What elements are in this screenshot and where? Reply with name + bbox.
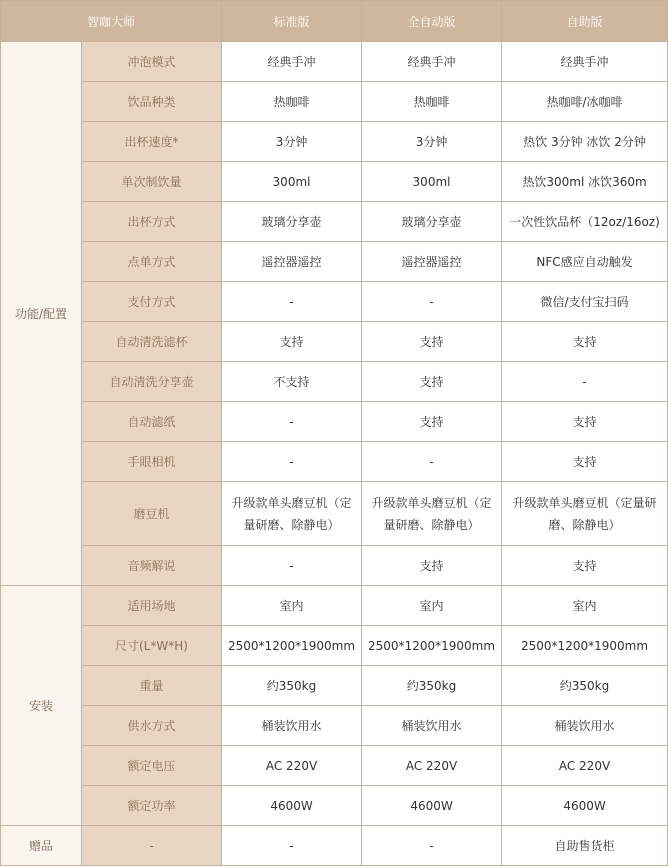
- feature-label: 出杯速度*: [82, 122, 222, 162]
- value-cell: 4600W: [222, 786, 362, 826]
- feature-label: 支付方式: [82, 282, 222, 322]
- value-cell: 3分钟: [362, 122, 502, 162]
- gift-value-cell: -: [222, 826, 362, 866]
- value-cell: 经典手冲: [362, 42, 502, 82]
- feature-label: 磨豆机: [82, 482, 222, 546]
- value-cell: 4600W: [502, 786, 668, 826]
- value-cell: -: [222, 546, 362, 586]
- value-cell: 升级款单头磨豆机（定量研磨、除静电）: [362, 482, 502, 546]
- value-cell: 经典手冲: [502, 42, 668, 82]
- value-cell: 热咖啡: [222, 82, 362, 122]
- value-cell: 约350kg: [502, 666, 668, 706]
- value-cell: -: [362, 282, 502, 322]
- value-cell: -: [222, 282, 362, 322]
- value-cell: -: [222, 442, 362, 482]
- header-self-service: 自助版: [502, 1, 668, 42]
- gift-value-cell: 自助售货柜: [502, 826, 668, 866]
- value-cell: 2500*1200*1900mm: [362, 626, 502, 666]
- header-brand: 智咖大师: [1, 1, 222, 42]
- feature-label: 点单方式: [82, 242, 222, 282]
- value-cell: 支持: [362, 322, 502, 362]
- gift-label: 赠品: [1, 826, 82, 866]
- value-cell: 支持: [362, 546, 502, 586]
- value-cell: 支持: [502, 442, 668, 482]
- feature-label: 适用场地: [82, 586, 222, 626]
- gift-value-cell: -: [362, 826, 502, 866]
- table-row: [1, 242, 668, 282]
- value-cell: 遥控器遥控: [222, 242, 362, 282]
- feature-label: 额定电压: [82, 746, 222, 786]
- value-cell: 支持: [502, 402, 668, 442]
- value-cell: 支持: [502, 546, 668, 586]
- table-row: [1, 706, 668, 746]
- value-cell: AC 220V: [502, 746, 668, 786]
- value-cell: 热咖啡/冰咖啡: [502, 82, 668, 122]
- table-row: [1, 82, 668, 122]
- table-row: [1, 322, 668, 362]
- feature-label: 冲泡模式: [82, 42, 222, 82]
- value-cell: 热饮300ml 冰饮360m: [502, 162, 668, 202]
- feature-label: 供水方式: [82, 706, 222, 746]
- value-cell: 桶装饮用水: [222, 706, 362, 746]
- value-cell: 2500*1200*1900mm: [502, 626, 668, 666]
- feature-label: 出杯方式: [82, 202, 222, 242]
- value-cell: 室内: [502, 586, 668, 626]
- value-cell: 玻璃分享壶: [222, 202, 362, 242]
- feature-label: 音频解说: [82, 546, 222, 586]
- table-row: [1, 626, 668, 666]
- value-cell: 300ml: [362, 162, 502, 202]
- value-cell: 4600W: [362, 786, 502, 826]
- value-cell: NFC感应自动触发: [502, 242, 668, 282]
- table-row: [1, 162, 668, 202]
- value-cell: 约350kg: [362, 666, 502, 706]
- table-body: [1, 42, 668, 866]
- value-cell: 室内: [222, 586, 362, 626]
- feature-label: 尺寸(L*W*H): [82, 626, 222, 666]
- table-row: [1, 586, 668, 626]
- value-cell: 微信/支付宝扫码: [502, 282, 668, 322]
- table-row: [1, 122, 668, 162]
- group-label: 功能/配置: [1, 42, 82, 586]
- value-cell: 室内: [362, 586, 502, 626]
- value-cell: AC 220V: [362, 746, 502, 786]
- value-cell: AC 220V: [222, 746, 362, 786]
- value-cell: 热饮 3分钟 冰饮 2分钟: [502, 122, 668, 162]
- table-row: [1, 442, 668, 482]
- gift-row: [1, 826, 668, 866]
- value-cell: 升级款单头磨豆机（定量研磨、除静电）: [502, 482, 668, 546]
- value-cell: 支持: [502, 322, 668, 362]
- feature-label: 额定功率: [82, 786, 222, 826]
- header-standard: 标准版: [222, 1, 362, 42]
- value-cell: -: [222, 402, 362, 442]
- feature-label: 重量: [82, 666, 222, 706]
- feature-label: 自动清洗滤杯: [82, 322, 222, 362]
- table-row: [1, 482, 668, 546]
- header-row: [1, 1, 668, 42]
- value-cell: 玻璃分享壶: [362, 202, 502, 242]
- value-cell: 不支持: [222, 362, 362, 402]
- value-cell: -: [502, 362, 668, 402]
- header-fully-auto: 全自动版: [362, 1, 502, 42]
- feature-label: 手眼相机: [82, 442, 222, 482]
- value-cell: 300ml: [222, 162, 362, 202]
- value-cell: 支持: [362, 362, 502, 402]
- feature-label: 自动清洗分享壶: [82, 362, 222, 402]
- value-cell: 3分钟: [222, 122, 362, 162]
- value-cell: 一次性饮品杯（12oz/16oz): [502, 202, 668, 242]
- value-cell: 支持: [362, 402, 502, 442]
- gift-feature-cell: -: [82, 826, 222, 866]
- value-cell: -: [362, 442, 502, 482]
- table-row: [1, 202, 668, 242]
- value-cell: 升级款单头磨豆机（定量研磨、除静电）: [222, 482, 362, 546]
- table-row: [1, 746, 668, 786]
- value-cell: 2500*1200*1900mm: [222, 626, 362, 666]
- table-row: [1, 362, 668, 402]
- value-cell: 桶装饮用水: [502, 706, 668, 746]
- table-row: [1, 666, 668, 706]
- value-cell: 桶装饮用水: [362, 706, 502, 746]
- table-row: [1, 42, 668, 82]
- value-cell: 经典手冲: [222, 42, 362, 82]
- table-row: [1, 786, 668, 826]
- table-row: [1, 282, 668, 322]
- feature-label: 自动滤纸: [82, 402, 222, 442]
- value-cell: 支持: [222, 322, 362, 362]
- feature-label: 饮品种类: [82, 82, 222, 122]
- feature-label: 单次制饮量: [82, 162, 222, 202]
- value-cell: 热咖啡: [362, 82, 502, 122]
- table-row: [1, 546, 668, 586]
- group-label: 安装: [1, 586, 82, 826]
- value-cell: 遥控器遥控: [362, 242, 502, 282]
- table-row: [1, 402, 668, 442]
- value-cell: 约350kg: [222, 666, 362, 706]
